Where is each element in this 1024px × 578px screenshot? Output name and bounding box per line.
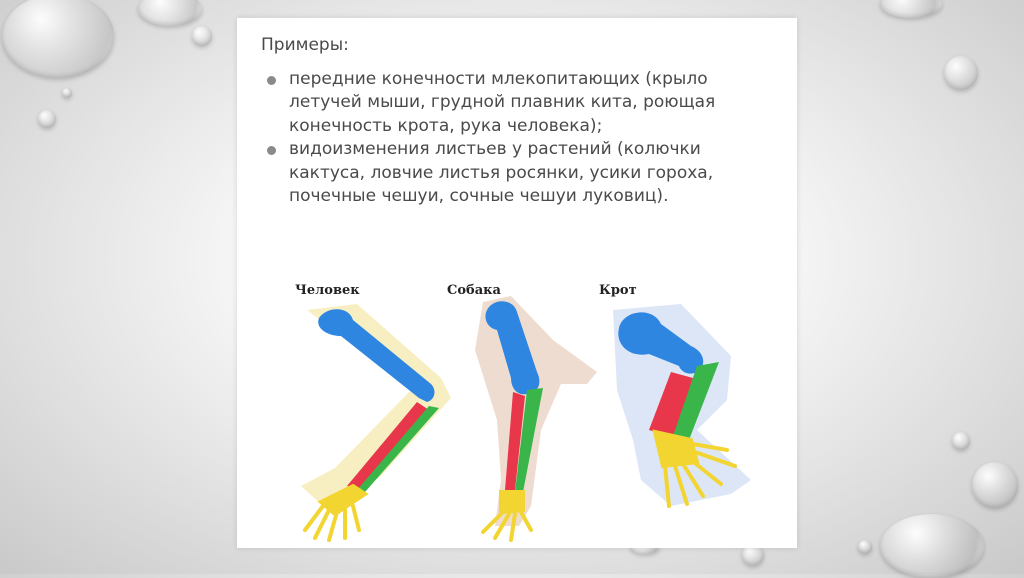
water-drop bbox=[858, 540, 872, 554]
water-drop bbox=[952, 432, 970, 450]
dog-paw bbox=[483, 492, 531, 540]
text-block bbox=[261, 34, 781, 209]
bullet-item bbox=[261, 138, 781, 209]
label-dog: Собака bbox=[447, 283, 501, 298]
water-drop bbox=[62, 88, 72, 98]
dog-leg bbox=[475, 296, 597, 540]
homologous-limbs-figure bbox=[261, 280, 781, 546]
mole-limb bbox=[613, 304, 751, 506]
human-arm bbox=[301, 304, 451, 540]
water-drop bbox=[944, 56, 978, 90]
water-drop bbox=[138, 0, 202, 26]
slide-content-card bbox=[237, 18, 797, 548]
water-drop bbox=[880, 514, 984, 578]
bullet-dot-icon bbox=[267, 146, 276, 155]
bullet-item bbox=[261, 68, 781, 139]
label-human: Человек bbox=[295, 283, 360, 298]
slide-heading: Примеры: bbox=[261, 35, 349, 55]
label-mole: Крот bbox=[599, 283, 637, 298]
bullet-text: передние конечности млекопитающих (крыло летучей мыши, грудной плавник кита, роющая конечность крота, рука человека); bbox=[289, 68, 716, 136]
water-drop bbox=[38, 110, 56, 128]
water-drop bbox=[2, 0, 114, 78]
bullet-dot-icon bbox=[267, 76, 276, 85]
bullet-text: видоизменения листьев у растений (колючки кактуса, ловчие листья росянки, усики гороха, почечные чешуи, сочные чешуи луковиц). bbox=[289, 139, 714, 206]
water-drop bbox=[192, 26, 212, 46]
water-drop bbox=[972, 462, 1018, 508]
water-drop bbox=[880, 0, 942, 18]
